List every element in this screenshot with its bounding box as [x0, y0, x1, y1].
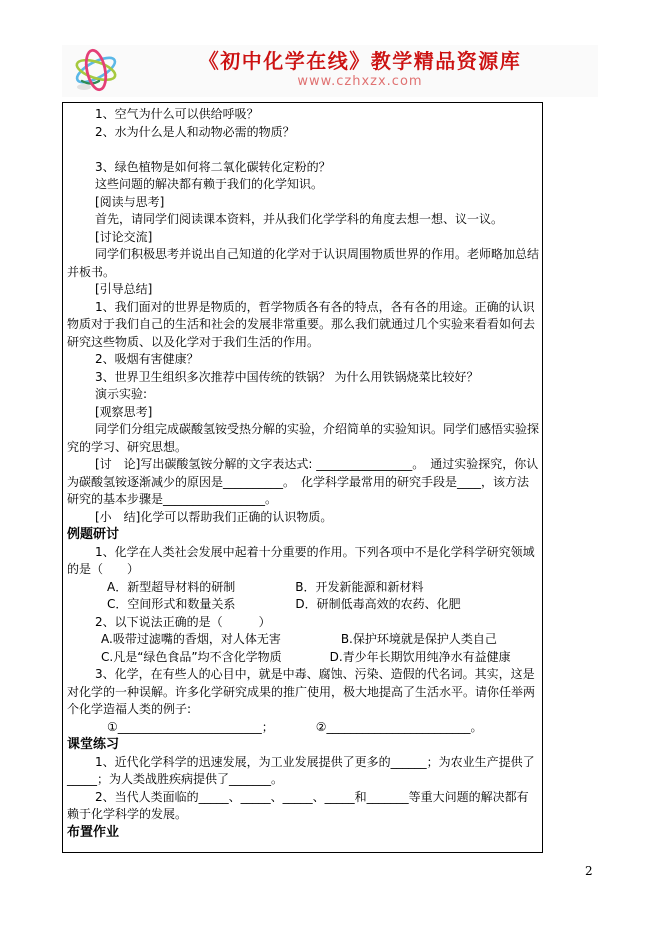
worksheet-paragraph: [小 结]化学可以帮助我们正确的认识物质。: [95, 509, 333, 524]
worksheet-box: [62, 102, 543, 853]
worksheet-paragraph: 演示实验:: [95, 387, 148, 401]
site-url: www.czhxzx.com: [297, 74, 423, 89]
worksheet-paragraph: 2、吸烟有害健康？: [95, 352, 199, 366]
worksheet-paragraph: 3、化学，在有些人的心目中，就是中毒、腐蚀、污染、造假的代名词。其实，这是对化学的一种误解。许多化学研究成果的推广使用，极大地提高了生活水平。请你任举两个化学造福人类的例子:: [67, 667, 536, 716]
worksheet-paragraph: 3、绿色植物是如何将二氧化碳转化定粉的？: [95, 159, 331, 174]
worksheet-paragraph: 首先，请同学们阅读课本资料，并从我们化学学科的角度去想一想、议一议。: [95, 212, 504, 226]
worksheet-paragraph: 同学们分组完成碳酸氢铵受热分解的实验，介绍简单的实验知识。同学们感悟实验探究的学习、研究思想。: [67, 422, 540, 454]
page-number: 2: [585, 864, 593, 878]
worksheet-paragraph: ①________________________； ②________________________。: [107, 719, 483, 734]
worksheet-paragraph: 这些问题的解决都有赖于我们的化学知识。: [95, 177, 324, 191]
worksheet-paragraph: 3、世界卫生组织多次推荐中国传统的铁锅？ 为什么用铁锅烧菜比较好？: [95, 369, 479, 384]
worksheet-paragraph: C．空间形式和数量关系 D．研制低毒高效的农药、化肥: [107, 597, 461, 611]
worksheet-paragraph: 同学们积极思考并说出自己知道的化学对于认识周围物质世界的作用。老师略加总结并板书。: [67, 247, 540, 279]
worksheet-paragraph: 1、化学在人类社会发展中起着十分重要的作用。下列各项中不是化学科学研究领域的是（ ）: [67, 544, 535, 576]
worksheet-paragraph: 布置作业: [67, 824, 120, 840]
worksheet-paragraph: 2、水为什么是人和动物必需的物质？: [95, 124, 295, 139]
worksheet-paragraph: C.凡是“绿色食品”均不含化学物质 D.青少年长期饮用纯净水有益健康: [101, 649, 511, 664]
worksheet-paragraph: 1、空气为什么可以供给呼吸？: [95, 107, 259, 121]
worksheet-paragraph: 2、当代人类面临的_____、_____、_____、_____和_______等重大问题的解决都有赖于化学科学的发展。: [67, 789, 529, 821]
worksheet-paragraph: A.吸带过滤嘴的香烟，对人体无害 B.保护环境就是保护人类自己: [101, 632, 497, 646]
site-title: 《初中化学在线》教学精品资源库: [198, 49, 522, 73]
worksheet-paragraph: [讨论交流]: [95, 229, 153, 244]
worksheet-paragraph: A．新型超导材料的研制 B．开发新能源和新材料: [107, 579, 424, 594]
worksheet-paragraph: 例题研讨: [67, 527, 120, 542]
worksheet-paragraph: 1、我们面对的世界是物质的，哲学物质各有各的特点，各有各的用途。正确的认识物质对于我们自己的生活和社会的发展非常重要。那么我们就通过几个实验来看看如何去研究这些物质、以及化学对于我们生活的作用。: [67, 299, 536, 349]
worksheet-paragraph: [阅读与思考]: [95, 194, 165, 209]
worksheet-paragraph: 1、近代化学科学的迅速发展，为工业发展提供了更多的______；为农业生产提供了_____；为人类战胜疾病提供了_______。: [67, 754, 535, 786]
worksheet-paragraph: [观察思考]: [95, 404, 153, 419]
header: [62, 45, 598, 97]
worksheet-paragraph: 课堂练习: [67, 737, 120, 752]
worksheet-paragraph: 2、以下说法正确的是（ ）: [95, 614, 271, 629]
worksheet-paragraph: [讨 论]写出碳酸氢铵分解的文字表达式: ________________。 通过实验探究，你认为碳酸氢铵逐渐减少的原因是__________。 化学科学最常用的研究手段是____，该方法研究的基本步骤是_________________。: [67, 457, 539, 506]
header-text: [62, 49, 598, 91]
worksheet-paragraph: [引导总结]: [95, 282, 153, 296]
worksheet-paragraph: [67, 141, 539, 159]
